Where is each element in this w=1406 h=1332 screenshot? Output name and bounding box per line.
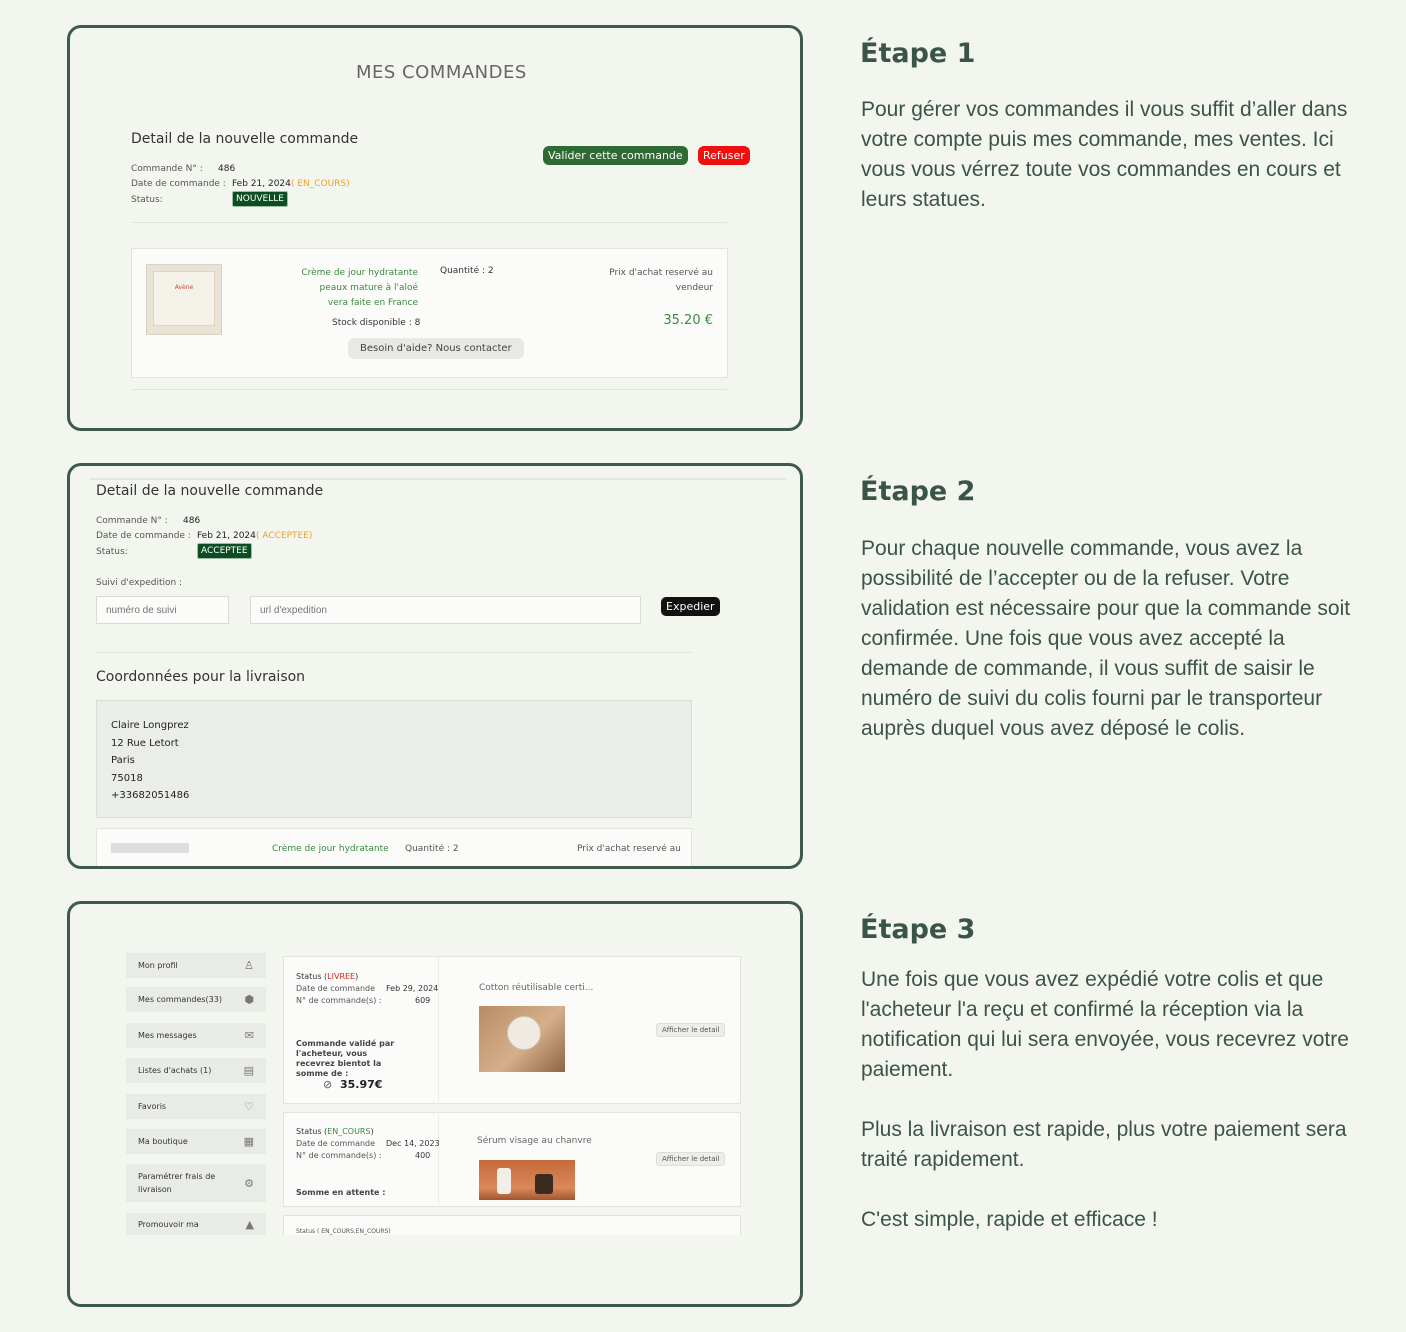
order1-number: 609 — [415, 996, 431, 1005]
price-label-peek: Prix d'achat reservé au — [577, 844, 681, 854]
heart-icon: ♡ — [244, 1100, 254, 1113]
product-jar: Avène — [153, 271, 215, 326]
order2-date-label: Date de commande — [296, 1139, 376, 1148]
status-badge: ACCEPTEE — [197, 543, 252, 559]
order1-status: LIVREE — [327, 972, 356, 981]
stock-available: Stock disponible : 8 — [332, 318, 421, 328]
order3-status-peek: Status ( EN_COURS,EN_COURS) — [296, 1228, 391, 1235]
address-postcode: 75018 — [111, 772, 143, 784]
order1-amount: 35.97€ — [340, 1078, 383, 1091]
card-divider — [438, 1112, 439, 1207]
product-image-peek — [111, 843, 189, 853]
box-icon: ⬢ — [244, 993, 254, 1006]
shop-icon: ▦ — [243, 1135, 254, 1148]
address-lines — [111, 717, 189, 805]
order1-note: Commande validé par l'acheteur, vous recevrez bientot la somme de : — [296, 1039, 395, 1078]
page-title: MES COMMANDES — [356, 62, 527, 83]
order1-number-label: N° de commande(s) : — [296, 996, 382, 1005]
delivery-address-heading: Coordonnées pour la livraison — [96, 669, 306, 685]
address-city: Paris — [111, 755, 135, 766]
serum-bottle-dark — [535, 1174, 553, 1194]
order2-product-name: Sérum visage au chanvre — [477, 1136, 592, 1146]
sidebar-item-promote[interactable] — [126, 1213, 266, 1236]
price-label: Prix d'achat reservé au vendeur — [609, 268, 713, 293]
shipping-url-input[interactable] — [250, 596, 641, 624]
order2-number: 400 — [415, 1151, 431, 1160]
step3-text-2: Plus la livraison est rapide, plus votre paiement sera traité rapidement. — [861, 1118, 1347, 1171]
order1-status-line — [296, 972, 358, 981]
sidebar-item-label: Mes messages — [138, 1031, 197, 1040]
step3-title: Étape 3 — [860, 914, 976, 945]
step3-text-3: C'est simple, rapide et efficace ! — [861, 1208, 1158, 1231]
order1-detail-button[interactable]: Afficher le detail — [656, 1023, 725, 1037]
order-detail-heading: Detail de la nouvelle commande — [131, 131, 359, 147]
ship-button[interactable]: Expedier — [661, 597, 720, 616]
divider — [131, 222, 727, 223]
mail-icon: ✉ — [244, 1029, 254, 1042]
product-image — [146, 264, 222, 335]
sidebar-item-profile[interactable] — [126, 953, 266, 978]
product-price: 35.20 € — [663, 313, 713, 328]
sidebar-item-label: Mon profil — [138, 961, 178, 970]
order2-date: Dec 14, 2023 — [386, 1139, 440, 1148]
step1-screenshot — [67, 25, 803, 431]
product-quantity: Quantité : 2 — [440, 266, 494, 276]
order-date: Feb 21, 2024 — [232, 179, 291, 189]
order2-status: EN_COURS — [327, 1127, 371, 1136]
order-status-label: Status: — [131, 195, 163, 205]
sidebar-item-shipping-settings[interactable] — [126, 1164, 266, 1202]
check-circle-icon: ⊘ — [323, 1078, 333, 1091]
validate-order-button[interactable]: Valider cette commande — [543, 146, 688, 165]
divider — [96, 652, 692, 653]
order-date-label: Date de commande : — [96, 531, 191, 541]
order1-date: Feb 29, 2024 — [386, 984, 439, 993]
sidebar-item-label: Promouvoir ma — [138, 1220, 199, 1229]
sidebar-item-orders[interactable] — [126, 987, 266, 1012]
tracking-label: Suivi d'expedition : — [96, 578, 183, 588]
refuse-order-button[interactable]: Refuser — [698, 146, 750, 165]
card-divider — [438, 956, 439, 1104]
order2-detail-button[interactable]: Afficher le detail — [656, 1152, 725, 1166]
serum-bottle — [497, 1168, 511, 1194]
tracking-number-input[interactable] — [96, 596, 229, 624]
sidebar-item-label: Mes commandes(33) — [138, 995, 222, 1004]
order1-product-name: Cotton réutilisable certi... — [479, 983, 594, 993]
sidebar-item-shopping-lists[interactable] — [126, 1058, 266, 1083]
promo-icon: ▲ — [245, 1218, 254, 1231]
bottom-mask — [70, 1235, 803, 1307]
order2-status-line — [296, 1127, 374, 1136]
order2-number-label: N° de commande(s) : — [296, 1151, 382, 1160]
status-prefix: Status ( — [296, 1127, 328, 1136]
order-number-label: Commande N° : — [131, 164, 203, 174]
step1-title: Étape 1 — [860, 38, 976, 69]
order-number-label: Commande N° : — [96, 516, 168, 526]
status-suffix: ) — [355, 972, 359, 981]
list-icon: ▤ — [243, 1064, 254, 1077]
step2-screenshot — [67, 463, 803, 869]
sidebar-item-messages[interactable] — [126, 1023, 266, 1048]
divider-bottom — [131, 389, 727, 390]
address-name: Claire Longprez — [111, 720, 189, 731]
order2-product-image — [479, 1160, 575, 1200]
order-number: 486 — [183, 516, 201, 526]
status-prefix: Status ( — [296, 972, 328, 981]
order1-product-image — [479, 1006, 565, 1072]
product-name[interactable]: Crème de jour hydratante peaux mature à l'aloé vera faite en France — [301, 268, 418, 308]
status-suffix: ) — [370, 1127, 374, 1136]
step3-text-1: Une fois que vous avez expédié votre colis et que l'acheteur l'a reçu et confirmé la réception via la notification qui lui sera envoyée, vous recevrez votre paiement. — [861, 968, 1349, 1081]
order-date-label: Date de commande : — [131, 179, 226, 189]
order-status-label: Status: — [96, 547, 128, 557]
sidebar-item-label: Listes d'achats (1) — [138, 1066, 212, 1075]
address-street: 12 Rue Letort — [111, 737, 179, 749]
sidebar-item-shop[interactable] — [126, 1129, 266, 1154]
step3-screenshot — [67, 901, 803, 1307]
order-date: Feb 21, 2024 — [197, 531, 256, 541]
address-phone: +33682051486 — [111, 790, 190, 801]
help-contact-button[interactable]: Besoin d'aide? Nous contacter — [348, 338, 524, 359]
status-badge: NOUVELLE — [232, 191, 288, 207]
settings-icon: ⚙ — [244, 1176, 254, 1190]
order-detail-heading: Detail de la nouvelle commande — [96, 483, 324, 499]
order1-date-label: Date de commande — [296, 984, 376, 993]
sidebar-item-label: Favoris — [138, 1102, 167, 1111]
cotton-pad — [507, 1016, 541, 1050]
step1-text: Pour gérer vos commandes il vous suffit d’aller dans votre compte puis mes commande, mes ventes. Ici vous vous vérrez toute vos commandes en cours et leurs statues. — [861, 98, 1348, 211]
top-shadow-divider — [90, 478, 786, 480]
order2-note: Somme en attente : — [296, 1188, 386, 1197]
product-quantity-peek: Quantité : 2 — [405, 844, 459, 854]
sidebar-item-label: Ma boutique — [138, 1137, 188, 1146]
sidebar-item-favorites[interactable] — [126, 1094, 266, 1119]
step2-text: Pour chaque nouvelle commande, vous avez la possibilité de l’accepter ou de la refuser. Votre validation est nécessaire pour que la commande soit confirmée. Une fois que vous avez accepté la demande de commande, il vous suffit de saisir le numéro de suivi du colis fourni par le transporteur auprès duquel vous avez déposé le colis. — [861, 537, 1351, 740]
sidebar-item-label: Paramétrer frais de livraison — [138, 1172, 216, 1194]
order-date-status: ( ACCEPTEE) — [256, 531, 313, 541]
product-name-peek: Crème de jour hydratante — [272, 844, 389, 854]
step2-title: Étape 2 — [860, 476, 976, 507]
user-icon: ♙ — [244, 959, 254, 972]
order-number: 486 — [218, 164, 236, 174]
order-date-status: ( EN_COURS) — [291, 179, 350, 189]
